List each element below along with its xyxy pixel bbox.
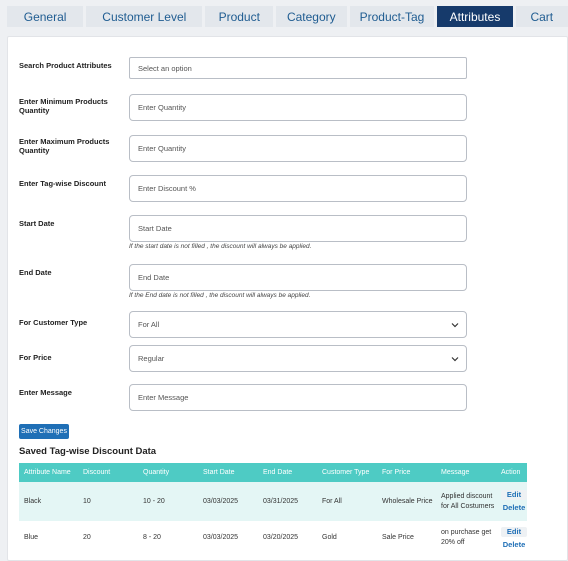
table-header-row [19,463,527,482]
discount-input[interactable]: Enter Discount % [129,175,467,202]
cell-attribute: Blue [24,534,39,541]
chevron-down-icon [450,320,460,330]
tab-attributes[interactable]: Attributes [437,6,512,27]
column-header: Customer Type [322,469,370,476]
discount-label: Enter Tag-wise Discount [19,179,106,188]
cell-customer-type: Gold [322,534,337,541]
delete-button[interactable]: Delete [502,503,526,512]
min-qty-input[interactable]: Enter Quantity [129,94,467,121]
column-header: Attribute Name [24,469,71,476]
tab-general[interactable]: General [7,6,83,27]
column-header: Action [501,469,521,476]
customer-type-label: For Customer Type [19,318,88,327]
delete-button[interactable]: Delete [502,539,526,549]
chevron-down-icon [450,354,460,364]
tab-product-tag[interactable]: Product-Tag [350,6,435,27]
saved-discount-table [19,463,527,555]
edit-button[interactable]: Edit [501,490,527,500]
cell-attribute: Black [24,497,42,505]
cell-customer-type: For All [322,497,342,505]
tab-bar [7,6,568,27]
save-changes-button[interactable]: Save Changes [19,424,69,439]
column-header: Start Date [203,469,235,476]
price-select[interactable] [129,345,467,372]
column-header: Quantity [143,469,170,476]
price-value: Regular [138,354,165,363]
table-row [19,482,527,521]
tab-customer-level[interactable]: Customer Level [86,6,202,27]
min-qty-label: Enter Minimum Products Quantity [19,97,108,115]
cell-price: Sale Price [382,534,414,541]
column-header: For Price [382,469,411,476]
column-header: End Date [263,469,293,476]
end-date-label: End Date [19,268,52,277]
tab-category[interactable]: Category [276,6,347,27]
cell-quantity: 8 - 20 [143,534,161,541]
cell-price: Wholesale Price [382,497,433,505]
customer-type-value: For All [138,320,160,329]
cell-discount: 10 [83,497,91,505]
search-attributes-label: Search Product Attributes [19,61,112,70]
message-label: Enter Message [19,388,72,397]
start-date-input[interactable]: Start Date [129,215,467,242]
max-qty-label: Enter Maximum Products Quantity [19,137,110,155]
max-qty-input[interactable]: Enter Quantity [129,135,467,162]
column-header: Discount [83,469,111,476]
cell-start-date: 03/03/2025 [203,497,239,505]
price-label: For Price [19,353,52,362]
cell-action [496,521,527,555]
cell-end-date: 03/20/2025 [263,534,299,541]
message-input[interactable]: Enter Message [129,384,467,411]
cell-action [496,482,527,521]
start-date-hint: If the start date is not filled , the discount will always be applied. [129,243,312,250]
cell-discount: 20 [83,534,91,541]
end-date-input[interactable]: End Date [129,264,467,291]
cell-start-date: 03/03/2025 [203,534,239,541]
end-date-hint: If the End date is not filled , the discount will always be applied. [129,292,311,299]
start-date-label: Start Date [19,219,55,228]
attributes-panel [7,36,568,561]
saved-data-title: Saved Tag-wise Discount Data [19,446,157,457]
customer-type-select[interactable] [129,311,467,338]
tab-product[interactable]: Product [205,6,273,27]
search-attributes-select[interactable]: Select an option [129,57,467,79]
edit-button[interactable]: Edit [501,527,527,537]
column-header: Message [441,469,470,476]
table-row [19,521,527,555]
cell-quantity: 10 - 20 [143,497,165,505]
cell-message: Applied discount for All Costumers [441,492,495,510]
cell-end-date: 03/31/2025 [263,497,299,505]
cell-message: on purchase get 20% off [441,529,492,546]
tab-cart[interactable]: Cart [516,6,568,27]
